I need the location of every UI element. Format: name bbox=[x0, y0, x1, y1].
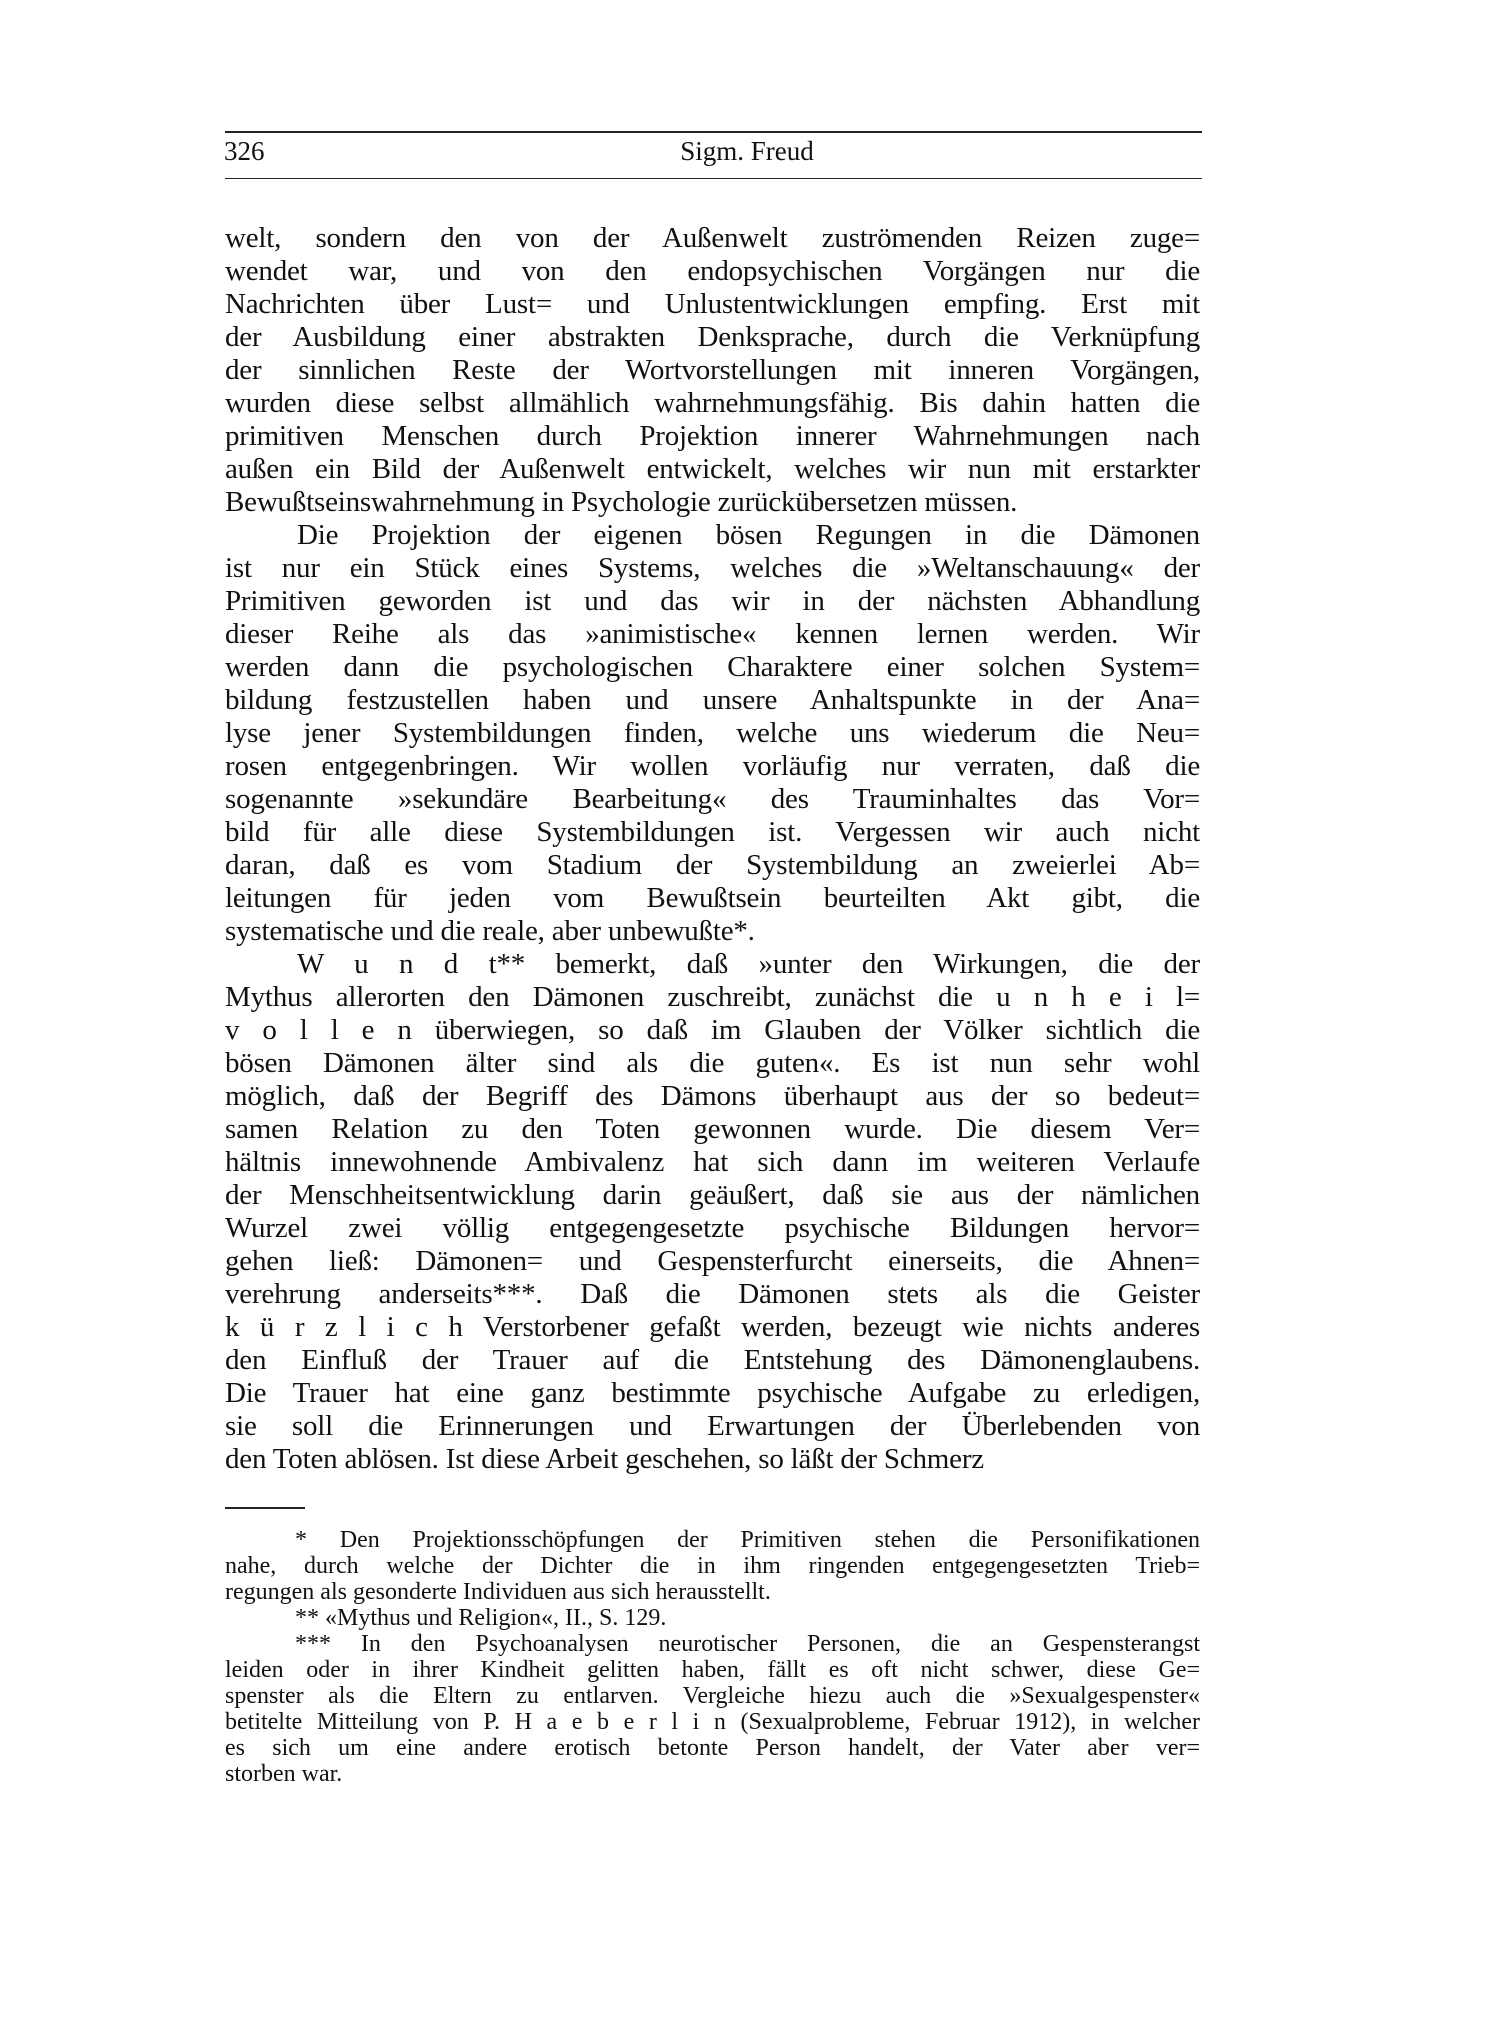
body-text bbox=[225, 222, 1200, 1476]
text-line: Bewußtseinswahrnehmung in Psychologie zurückübersetzen müssen. bbox=[225, 486, 1018, 518]
text-line: lyse jener Systembildungen finden, welche uns wiederum die Neu= bbox=[225, 717, 1200, 749]
footnote-line: nahe, durch welche der Dichter die in ihm ringenden entgegengesetzten Trieb= bbox=[225, 1553, 1200, 1579]
text-line: systematische und die reale, aber unbewußte*. bbox=[225, 915, 755, 947]
text-line: der Menschheitsentwicklung darin geäußert, daß sie aus der nämlichen bbox=[225, 1179, 1200, 1211]
footnote-rule bbox=[225, 1507, 305, 1509]
text-line: W u n d t** bemerkt, daß »unter den Wirkungen, die der bbox=[297, 948, 1200, 980]
text-line: ist nur ein Stück eines Systems, welches die »Weltanschauung« der bbox=[225, 552, 1200, 584]
footnote-line: spenster als die Eltern zu entlarven. Vergleiche hiezu auch die »Sexualgespenster« bbox=[225, 1683, 1200, 1709]
text-line: wendet war, und von den endopsychischen Vorgängen nur die bbox=[225, 255, 1200, 287]
text-line: rosen entgegenbringen. Wir wollen vorläufig nur verraten, daß die bbox=[225, 750, 1200, 782]
text-line: hältnis innewohnende Ambivalenz hat sich dann im weiteren Verlaufe bbox=[225, 1146, 1200, 1178]
text-line: samen Relation zu den Toten gewonnen wurde. Die diesem Ver= bbox=[225, 1113, 1200, 1145]
text-line: wurden diese selbst allmählich wahrnehmungsfähig. Bis dahin hatten die bbox=[225, 387, 1200, 419]
text-line: der sinnlichen Reste der Wortvorstellungen mit inneren Vorgängen, bbox=[225, 354, 1200, 386]
text-line: möglich, daß der Begriff des Dämons überhaupt aus der so bedeut= bbox=[225, 1080, 1200, 1112]
text-line: sie soll die Erinnerungen und Erwartungen der Überlebenden von bbox=[225, 1410, 1200, 1442]
text-line: Die Projektion der eigenen bösen Regungen in die Dämonen bbox=[297, 519, 1200, 551]
text-line: bild für alle diese Systembildungen ist. Vergessen wir auch nicht bbox=[225, 816, 1200, 848]
text-line: Primitiven geworden ist und das wir in der nächsten Abhandlung bbox=[225, 585, 1200, 617]
text-line: k ü r z l i c h Verstorbener gefaßt werden, bezeugt wie nichts anderes bbox=[225, 1311, 1200, 1343]
text-line: bösen Dämonen älter sind als die guten«. Es ist nun sehr wohl bbox=[225, 1047, 1200, 1079]
text-line: außen ein Bild der Außenwelt entwickelt, welches wir nun mit erstarkter bbox=[225, 453, 1200, 485]
text-line: der Ausbildung einer abstrakten Denksprache, durch die Verknüpfung bbox=[225, 321, 1200, 353]
footnote-line: * Den Projektionsschöpfungen der Primitiven stehen die Personifikationen bbox=[295, 1527, 1200, 1553]
footnote-line: es sich um eine andere erotisch betonte Person handelt, der Vater aber ver= bbox=[225, 1735, 1200, 1761]
text-line: den Toten ablösen. Ist diese Arbeit geschehen, so läßt der Schmerz bbox=[225, 1443, 984, 1475]
footnotes bbox=[225, 1527, 1200, 1787]
footnote-line: storben war. bbox=[225, 1761, 343, 1787]
text-line: Mythus allerorten den Dämonen zuschreibt, zunächst die u n h e i l= bbox=[225, 981, 1200, 1013]
text-line: primitiven Menschen durch Projektion innerer Wahrnehmungen nach bbox=[225, 420, 1200, 452]
footnote-line: leiden oder in ihrer Kindheit gelitten haben, fällt es oft nicht schwer, diese Ge= bbox=[225, 1657, 1200, 1683]
text-line: den Einfluß der Trauer auf die Entstehung des Dämonenglaubens. bbox=[225, 1344, 1200, 1376]
footnote-line: ** «Mythus und Religion«, II., S. 129. bbox=[295, 1605, 667, 1631]
text-line: Wurzel zwei völlig entgegengesetzte psychische Bildungen hervor= bbox=[225, 1212, 1200, 1244]
header-top-rule bbox=[225, 131, 1202, 133]
footnote-line: betitelte Mitteilung von P. H a e b e r l i n (Sexualprobleme, Februar 1912), in welcher bbox=[225, 1709, 1200, 1735]
page-number: 326 bbox=[224, 136, 265, 166]
header-bottom-rule bbox=[225, 178, 1202, 179]
footnote-line: *** In den Psychoanalysen neurotischer Personen, die an Gespensterangst bbox=[295, 1631, 1200, 1657]
text-line: leitungen für jeden vom Bewußtsein beurteilten Akt gibt, die bbox=[225, 882, 1200, 914]
text-line: werden dann die psychologischen Charaktere einer solchen System= bbox=[225, 651, 1200, 683]
text-line: verehrung anderseits***. Daß die Dämonen stets als die Geister bbox=[225, 1278, 1200, 1310]
text-line: dieser Reihe als das »animistische« kennen lernen werden. Wir bbox=[225, 618, 1200, 650]
text-line: bildung festzustellen haben und unsere Anhaltspunkte in der Ana= bbox=[225, 684, 1200, 716]
text-line: Nachrichten über Lust= und Unlustentwicklungen empfing. Erst mit bbox=[225, 288, 1200, 320]
text-line: welt, sondern den von der Außenwelt zuströmenden Reizen zuge= bbox=[225, 222, 1200, 254]
footnote-line: regungen als gesonderte Individuen aus sich herausstellt. bbox=[225, 1579, 771, 1605]
text-line: daran, daß es vom Stadium der Systembildung an zweierlei Ab= bbox=[225, 849, 1200, 881]
running-title: Sigm. Freud bbox=[680, 136, 814, 166]
text-line: Die Trauer hat eine ganz bestimmte psychische Aufgabe zu erledigen, bbox=[225, 1377, 1200, 1409]
text-line: sogenannte »sekundäre Bearbeitung« des Trauminhaltes das Vor= bbox=[225, 783, 1200, 815]
text-line: gehen ließ: Dämonen= und Gespensterfurcht einerseits, die Ahnen= bbox=[225, 1245, 1200, 1277]
text-line: v o l l e n überwiegen, so daß im Glauben der Völker sichtlich die bbox=[225, 1014, 1200, 1046]
